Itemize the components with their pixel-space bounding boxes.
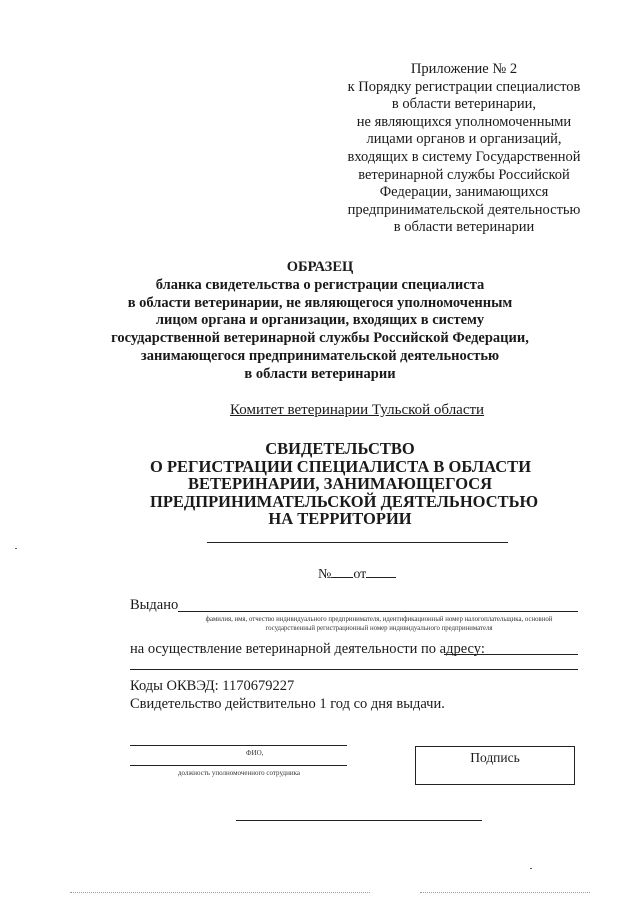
certificate-number-row [318, 565, 396, 583]
address-blank-line [444, 654, 578, 655]
position-line [130, 765, 347, 766]
certificate-title-line: ВЕТЕРИНАРИИ, ЗАНИМАЮЩЕГОСЯ [187, 474, 493, 494]
sample-line: государственной ветеринарной службы Российской Федерации, [111, 330, 529, 347]
appendix-line: в области ветеринарии, [391, 96, 537, 113]
appendix-line: к Порядку регистрации специалистов [347, 78, 581, 95]
sample-line: в области ветеринарии, не являющегося уполномоченным [127, 294, 513, 311]
sample-line: занимающегося предпринимательской деятельностью [140, 347, 500, 364]
certificate-title-line: СВИДЕТЕЛЬСТВО [265, 439, 415, 458]
appendix-line: в области ветеринарии [393, 219, 535, 236]
appendix-line: лицами органов и организаций, [366, 131, 562, 148]
certificate-title-line: НА ТЕРРИТОРИИ [268, 509, 412, 529]
certificate-title-line: О РЕГИСТРАЦИИ СПЕЦИАЛИСТА В ОБЛАСТИ [150, 456, 532, 476]
bottom-line [236, 820, 482, 821]
appendix-line: ветеринарной службы Российской [358, 166, 570, 183]
appendix-line: не являющихся уполномоченными [356, 113, 572, 130]
sample-line: в области ветеринарии [244, 365, 396, 382]
scan-speck [420, 892, 590, 894]
issued-to-blank-line [178, 611, 578, 612]
appendix-line: Федерации, занимающихся [379, 184, 549, 201]
date-label: от [353, 567, 367, 582]
scan-speck [530, 868, 532, 869]
sample-line: лицом органа и организации, входящих в систему [155, 312, 485, 329]
scan-speck [70, 892, 370, 894]
okved-codes: Коды ОКВЭД: 1170679227 [130, 678, 295, 694]
number-blank [331, 565, 353, 578]
territory-blank-line [207, 542, 508, 543]
appendix-line: предпринимательской деятельностью [347, 201, 581, 218]
fio-caption: ФИО, [246, 749, 264, 757]
position-caption: должность уполномоченного сотрудника [178, 769, 300, 777]
issued-note-line: фамилия, имя, отчество индивидуального предпринимателя, идентификационный номер налогоплательщика, основной [205, 616, 553, 623]
issued-note-line: государственный регистрационный номер индивидуального предпринимателя [265, 625, 493, 632]
issued-to-note [175, 615, 583, 633]
fio-line [130, 745, 347, 746]
signature-box [415, 746, 575, 785]
appendix-block [330, 61, 598, 237]
scan-speck [15, 548, 17, 549]
appendix-title: Приложение № 2 [410, 61, 518, 77]
address-blank-line-2 [130, 669, 578, 670]
address-label: на осуществление ветеринарной деятельности по адресу: [130, 641, 485, 657]
issued-to-label: Выдано [130, 597, 179, 613]
number-label: № [318, 567, 332, 582]
validity-text: Свидетельство действительно 1 год со дня выдачи. [130, 696, 445, 712]
certificate-title-line: ПРЕДПРИНИМАТЕЛЬСКОЙ ДЕЯТЕЛЬНОСТЬЮ [150, 491, 539, 511]
date-blank [366, 565, 396, 578]
sample-heading [100, 259, 540, 384]
certificate-title [150, 439, 539, 529]
sample-title: ОБРАЗЕЦ [286, 259, 354, 275]
sample-line: бланка свидетельства о регистрации специалиста [155, 276, 485, 293]
issuing-authority: Комитет ветеринарии Тульской области [230, 402, 485, 418]
signature-label: Подпись [470, 750, 520, 765]
appendix-line: входящих в систему Государственной [347, 148, 581, 165]
